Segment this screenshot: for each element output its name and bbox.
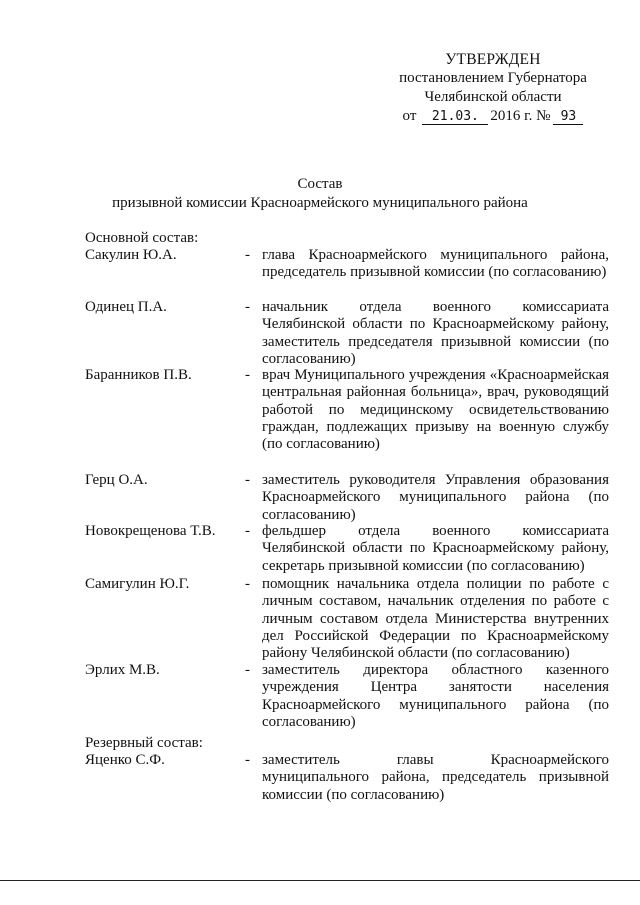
member-dash: - (245, 472, 250, 488)
member-role: врач Муниципального учреждения «Красноармейская центральная районная больница», врач, руководящий работой по медицинскому освидетельствованию граждан, подлежащих призыву на военную службу (по согласованию) (262, 367, 609, 453)
member-dash: - (245, 247, 250, 263)
member-role: заместитель главы Красноармейского муниципального района, председатель призывной комиссии (по согласованию) (262, 752, 609, 803)
member-name: Эрлих М.В. (85, 662, 160, 678)
title-line-2: призывной комиссии Красноармейского муниципального района (112, 195, 528, 211)
member-role: помощник начальника отдела полиции по работе с личным составом, начальник отделения по работе с личным составом отдела Министерства внутренних дел Российской Федерации по Красноармейскому району Челябинской области (по согласованию) (262, 576, 609, 662)
member-name: Герц О.А. (85, 472, 148, 488)
member-role: заместитель руководителя Управления образования Красноармейского муниципального района (по согласованию) (262, 472, 609, 523)
title-line-1: Состав (297, 176, 343, 192)
document-title (0, 175, 640, 213)
member-name: Самигулин Ю.Г. (85, 576, 190, 592)
approval-date-line (388, 107, 598, 126)
member-role: заместитель директора областного казенного учреждения Центра занятости населения Красноармейского муниципального района (по согласованию) (262, 662, 609, 730)
member-dash: - (245, 662, 250, 678)
approval-number: 93 (553, 109, 583, 125)
member-dash: - (245, 299, 250, 315)
approval-date: 21.03. (422, 109, 488, 125)
member-name: Баранников П.В. (85, 367, 192, 383)
member-dash: - (245, 523, 250, 539)
approval-heading: УТВЕРЖДЕН (445, 51, 541, 68)
approval-line-2: Челябинской области (424, 89, 562, 105)
member-role: фельдшер отдела военного комиссариата Челябинской области по Красноармейскому району, секретарь призывной комиссии (по согласованию) (262, 523, 609, 574)
member-dash: - (245, 367, 250, 383)
member-name: Яценко С.Ф. (85, 752, 165, 768)
member-dash: - (245, 576, 250, 592)
approval-year: 2016 г. № (490, 108, 551, 124)
page-bottom-rule (0, 880, 640, 881)
member-role: начальник отдела военного комиссариата Челябинской области по Красноармейскому району, заместитель председателя призывной комиссии (по согласованию) (262, 299, 609, 367)
approval-line-1: постановлением Губернатора (399, 70, 587, 86)
member-name: Сакулин Ю.А. (85, 247, 177, 263)
reserve-composition-heading: Резервный состав: (85, 735, 203, 751)
member-name: Новокрещенова Т.В. (85, 523, 216, 539)
member-name: Одинец П.А. (85, 299, 167, 315)
approval-stamp-block (388, 50, 598, 126)
member-dash: - (245, 752, 250, 768)
main-composition-heading: Основной состав: (85, 230, 199, 246)
approval-from: от (402, 108, 417, 124)
member-role: глава Красноармейского муниципального района, председатель призывной комиссии (по согласованию) (262, 247, 609, 281)
